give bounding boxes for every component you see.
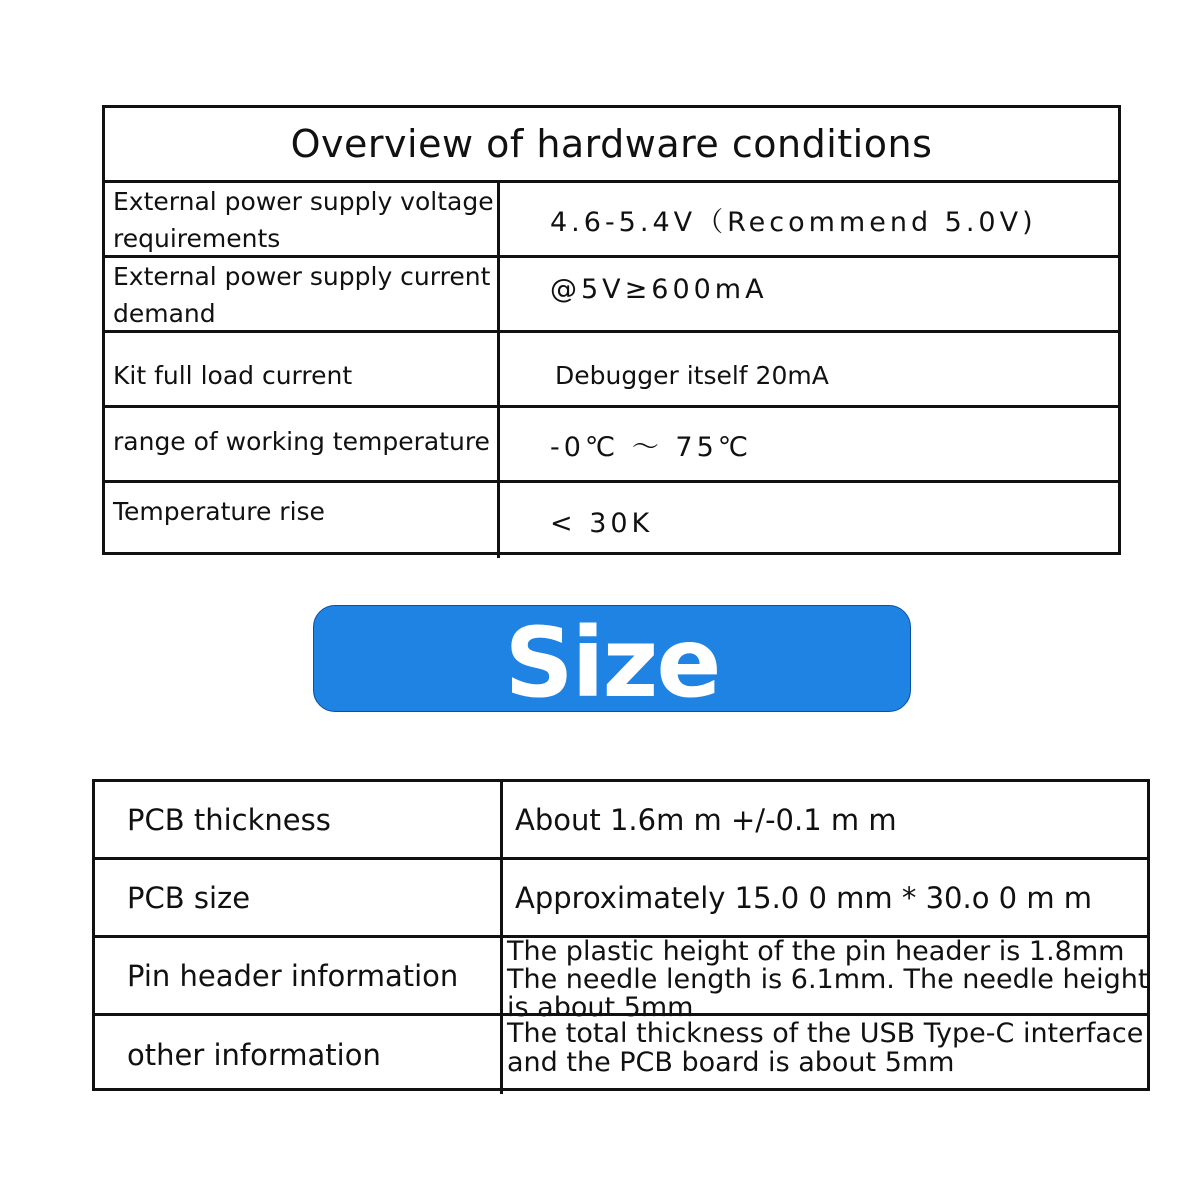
row-value: The total thickness of the USB Type-C interface and the PCB board is about 5mm [507, 1018, 1144, 1078]
row-value: -0℃ ～ 75℃ [550, 431, 753, 463]
row-label: External power supply current demand [105, 258, 500, 330]
row-label: Kit full load current [105, 333, 500, 405]
table-row [105, 183, 1118, 258]
row-label: PCB thickness [95, 782, 503, 857]
table-row [105, 483, 1118, 558]
table-row [105, 333, 1118, 408]
table-row [95, 782, 1147, 860]
row-value: @5V≥600mA [550, 274, 768, 305]
table-title: Overview of hardware conditions [105, 108, 1118, 183]
table-row [105, 408, 1118, 483]
row-value: The plastic height of the pin header is 1.8mm The needle length is 6.1mm. The needle height is about 5mm [507, 936, 1149, 1023]
row-value: Approximately 15.0 0 mm * 30.o 0 m m [515, 880, 1093, 915]
row-label: Pin header information [95, 938, 503, 1013]
row-label: other information [95, 1016, 503, 1094]
row-label: Temperature rise [105, 483, 500, 558]
size-banner [313, 605, 911, 719]
row-label: External power supply voltage requirements [105, 183, 500, 255]
table-row [95, 936, 1149, 1023]
size-table [92, 779, 1150, 1091]
hardware-conditions-table [102, 105, 1121, 555]
table-row [95, 1016, 1147, 1094]
row-value: < 30K [550, 508, 654, 539]
table-row [95, 860, 1147, 938]
row-value: Debugger itself 20mA [555, 360, 829, 390]
banner-title: Size [504, 606, 720, 719]
row-label: range of working temperature [105, 408, 500, 480]
row-value: About 1.6m m +/-0.1 m m [515, 802, 897, 837]
row-value: 4.6-5.4V（Recommend 5.0V) [550, 206, 1037, 238]
row-label: PCB size [95, 860, 503, 935]
table-row [105, 258, 1118, 333]
